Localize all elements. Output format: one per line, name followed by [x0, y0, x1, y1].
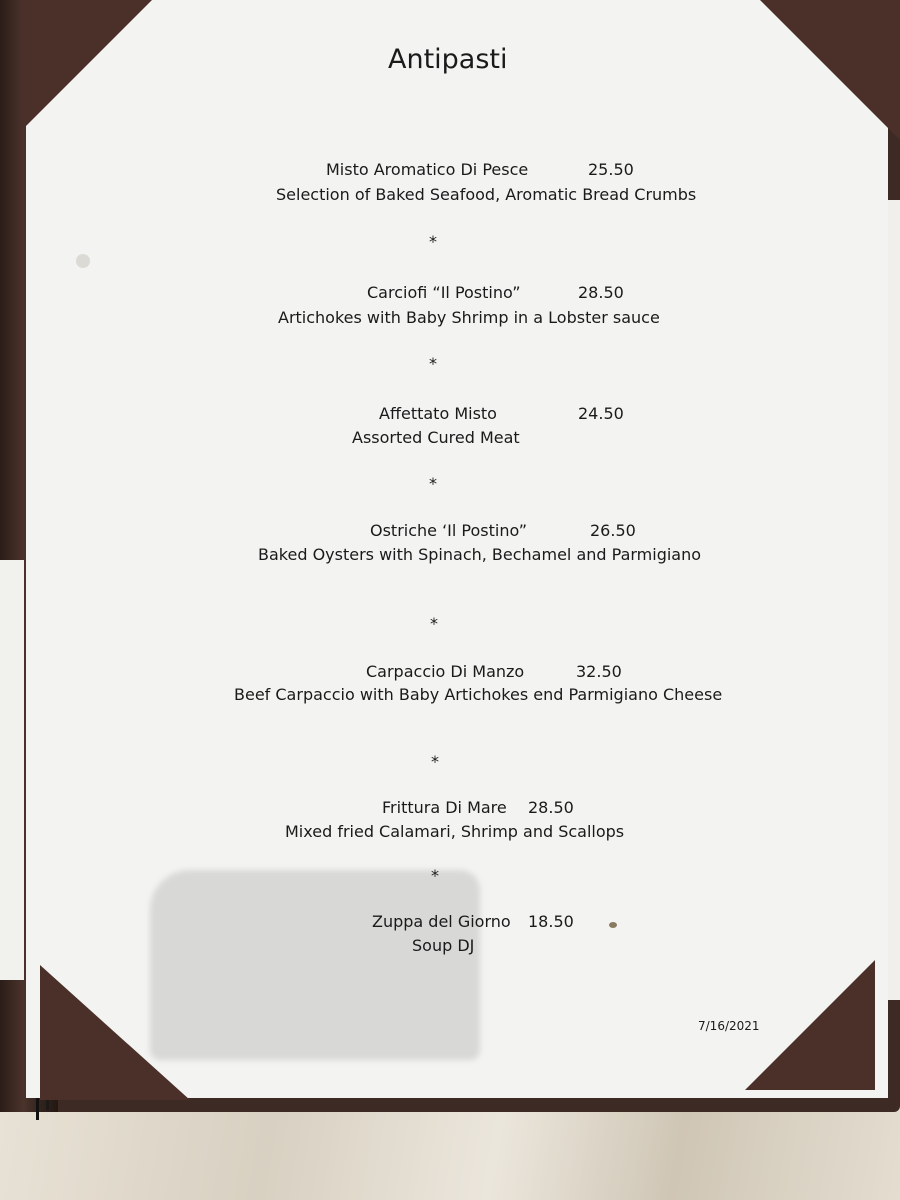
menu-title: Antipasti [388, 44, 508, 75]
item-price-1: 25.50 [588, 160, 634, 179]
hand-shadow [150, 870, 480, 1060]
item-name-2: Carciofi “Il Postino” [367, 283, 521, 302]
item-price-4: 26.50 [590, 521, 636, 540]
item-name-7: Zuppa del Giorno [372, 912, 511, 931]
separator-2: * [429, 354, 437, 373]
item-price-6: 28.50 [528, 798, 574, 817]
item-price-7: 18.50 [528, 912, 574, 931]
item-name-1: Misto Aromatico Di Pesce [326, 160, 529, 179]
item-desc-3: Assorted Cured Meat [352, 428, 520, 447]
item-name-3: Affettato Misto [379, 404, 497, 423]
item-price-3: 24.50 [578, 404, 624, 423]
separator-4: * [430, 614, 438, 633]
separator-6: * [431, 866, 439, 885]
paper-speck [76, 254, 90, 268]
item-price-5: 32.50 [576, 662, 622, 681]
separator-5: * [431, 752, 439, 771]
item-desc-6: Mixed fried Calamari, Shrimp and Scallops [285, 822, 625, 841]
menu-date: 7/16/2021 [698, 1019, 760, 1033]
item-desc-1: Selection of Baked Seafood, Aromatic Bread Crumbs [276, 185, 697, 204]
item-name-6: Frittura Di Mare [382, 798, 507, 817]
item-name-5: Carpaccio Di Manzo [366, 662, 525, 681]
left-page-edge [0, 560, 24, 980]
item-desc-4: Baked Oysters with Spinach, Bechamel and Parmigiano [258, 545, 702, 564]
item-desc-5: Beef Carpaccio with Baby Artichokes end Parmigiano Cheese [234, 685, 723, 704]
item-price-2: 28.50 [578, 283, 624, 302]
item-desc-2: Artichokes with Baby Shrimp in a Lobster sauce [278, 308, 660, 327]
paper-speck-2 [609, 922, 617, 928]
item-name-4: Ostriche ‘Il Postino” [370, 521, 527, 540]
separator-3: * [429, 474, 437, 493]
separator-1: * [429, 232, 437, 251]
item-desc-7: Soup DJ [412, 936, 475, 955]
